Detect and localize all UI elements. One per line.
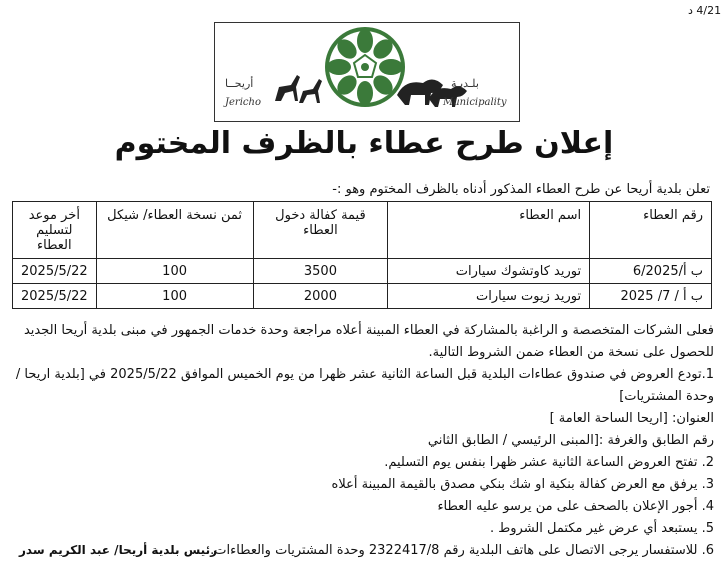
municipality-logo	[214, 22, 520, 122]
condition-2: 2. تفتح العروض الساعة الثانية عشر ظهرا بنفس يوم التسليم.	[384, 455, 714, 470]
header-tender-name: اسم العطاء	[388, 202, 590, 259]
logo-arabic-city: أريحــا	[225, 77, 254, 90]
logo-arabic-municipality: بلـديـة	[451, 77, 479, 90]
condition-6: 6. للاستفسار يرجى الاتصال على هاتف البلدية رقم 2322417/8 وحدة المشتريات والعطاءات.	[210, 543, 714, 558]
condition-1: 1.تودع العروض في صندوق عطاءات البلدية قبل الساعة الثانية عشر ظهرا من يوم الخميس الموافق 2025/5/22 في [بلدية اريحا / وحدة المشتريات]	[15, 367, 714, 404]
logo-english-municipality: Municipality	[443, 97, 507, 108]
terms-intro: فعلى الشركات المتخصصة و الراغبة بالمشاركة في العطاء المبينة أعلاه مراجعة وحدة خدمات الجمهور في مبنى بلدية أريحا الجديد للحصول على نسخة من العطاء ضمن الشروط التالية.	[23, 323, 714, 360]
condition-4: 4. أجور الإعلان بالصحف على من يرسو عليه العطاء	[437, 499, 714, 514]
cell-tender-name: توريد زيوت سيارات	[388, 284, 590, 309]
cell-deadline: 2025/5/22	[13, 259, 97, 284]
header-deadline: أخر موعد لتسليم العطاء	[13, 202, 97, 259]
cell-tender-name: توريد كاوتشوك سيارات	[388, 259, 590, 284]
page-title: إعلان طرح عطاء بالظرف المختوم	[114, 126, 614, 161]
address-line: العنوان: [اريحا الساحة العامة ]	[549, 411, 714, 426]
tenders-table	[12, 201, 712, 309]
header-tender-number: رقم العطاء	[590, 202, 712, 259]
condition-3: 3. يرفق مع العرض كفالة بنكية او شك بنكي مصدق بالقيمة المبينة أعلاه	[331, 477, 714, 492]
logo-english-city: Jericho	[225, 97, 261, 108]
cell-bid-bond: 3500	[253, 259, 388, 284]
cell-deadline: 2025/5/22	[13, 284, 97, 309]
reference-number: 4/21 د	[688, 4, 722, 17]
cell-tender-number: ب أ/6/2025	[590, 259, 712, 284]
cell-copy-price: 100	[96, 259, 253, 284]
floor-room-line: رقم الطابق والغرفة :[المبنى الرئيسي / الطابق الثاني	[427, 433, 714, 448]
intro-text: تعلن بلدية أريحا عن طرح العطاء المذكور أدناه بالظرف المختوم وهو :-	[332, 182, 710, 197]
header-bid-bond: قيمة كفالة دخول العطاء	[253, 202, 388, 259]
signature: رئيس بلدية أريحا/ عبد الكريم سدر	[19, 543, 217, 557]
table-header-row	[13, 202, 712, 259]
emblem-icon	[325, 27, 405, 107]
cell-tender-number: ب أ / 7/ 2025	[590, 284, 712, 309]
cell-copy-price: 100	[96, 284, 253, 309]
table-row	[13, 284, 712, 309]
table-row	[13, 259, 712, 284]
condition-5: 5. يستبعد أي عرض غير مكتمل الشروط .	[489, 521, 714, 536]
header-copy-price: ثمن نسخة العطاء/ شيكل	[96, 202, 253, 259]
gazelle-icon	[275, 75, 322, 103]
cell-bid-bond: 2000	[253, 284, 388, 309]
terms-section	[14, 320, 714, 562]
